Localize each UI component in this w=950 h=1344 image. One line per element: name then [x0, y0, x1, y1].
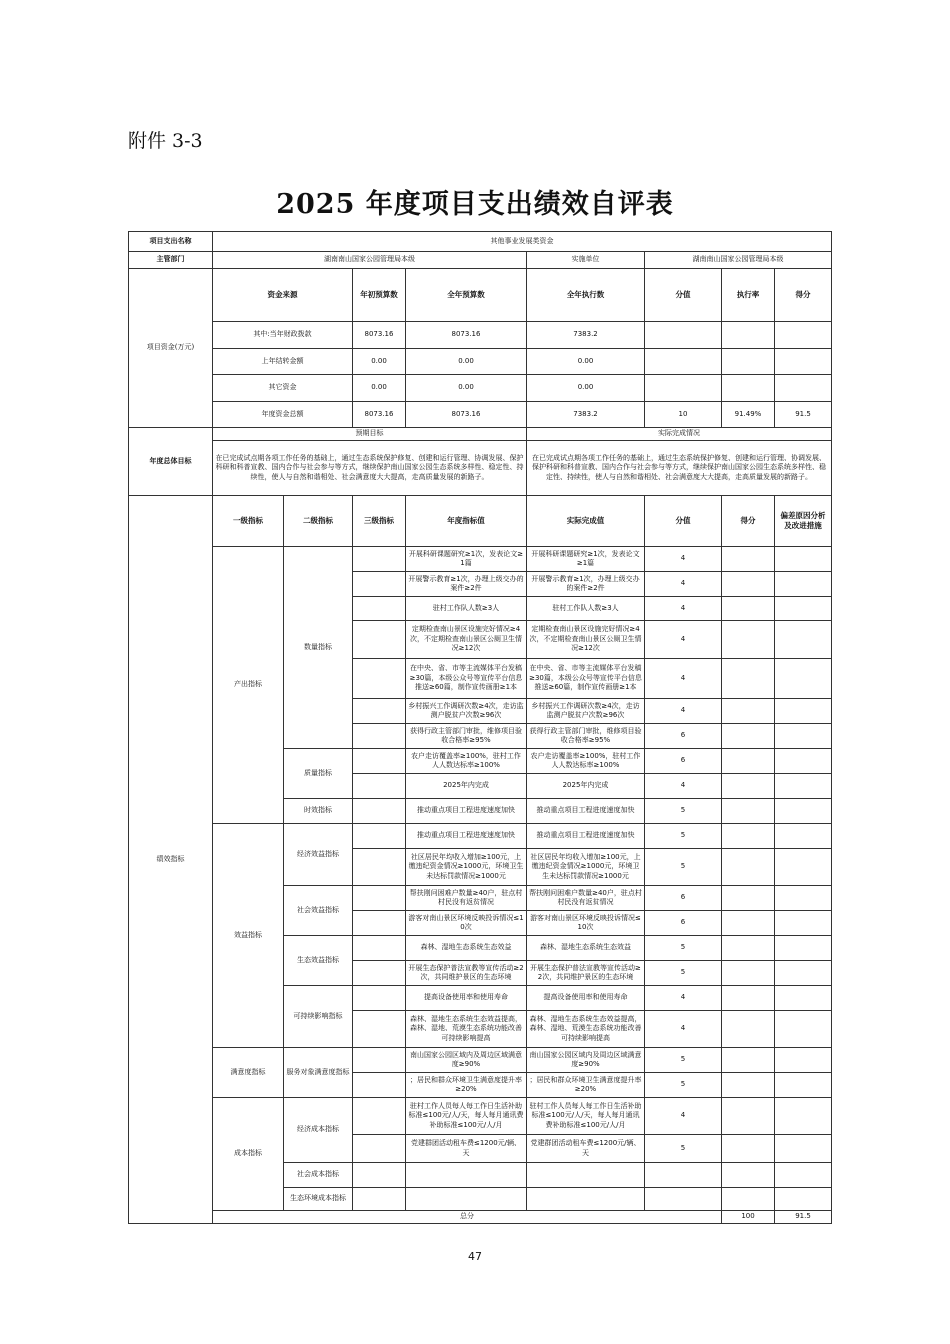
level2-eco-benefit: 生态效益指标 — [284, 936, 353, 986]
fund-executed: 7383.2 — [527, 322, 645, 349]
target-value: 在中央、省、市等主流媒体平台发稿≥30篇，本级公众号等宣传平台信息推送≥60篇，制作宣传画册≥1本 — [406, 659, 527, 699]
actual-value: 开展生态保护普法宣教等宣传活动≥2次，共同维护景区的生态环境 — [527, 961, 645, 986]
actual-value: 乡村振兴工作调研次数≥4次，走访监测户脱贫户次数≥96次 — [527, 699, 645, 724]
actual-value: 在中央、省、市等主流媒体平台发稿≥30篇，本级公众号等宣传平台信息推送≥60篇，制作宣传画册≥1本 — [527, 659, 645, 699]
score-value: 4 — [645, 699, 722, 724]
score-value: 4 — [645, 1011, 722, 1048]
actual-value: 驻村工作队人数≥3人 — [527, 597, 645, 621]
perf-header-level3: 三级指标 — [353, 496, 406, 547]
level2-timeliness: 时效指标 — [284, 799, 353, 824]
funds-row — [129, 375, 832, 402]
dept-value: 湖南南山国家公园管理局本级 — [213, 252, 527, 269]
score-value: 5 — [645, 849, 722, 886]
deviation-cell — [775, 1188, 832, 1211]
goal-expected-text: 在已完成试点期各项工作任务的基础上，通过生态系统保护修复、创建和运行管理、协调发展、保护科研和科普宣教、国内合作与社会参与等方式，继续保护南山国家公园生态系统多样性、稳定性、持续性，使人与自然和谐相处、社会满意度大大提高，走高质量发展的新路子。 — [213, 441, 527, 496]
deviation-cell — [775, 1048, 832, 1073]
score-cell — [722, 886, 775, 911]
funds-row — [129, 402, 832, 428]
actual-value: 社区居民年均收入增加≥100元，上缴违纪资金情况≥1000元，环境卫生未达标罚款情况≥1000元 — [527, 849, 645, 886]
level1-benefit: 效益指标 — [213, 824, 284, 1048]
score-value: 4 — [645, 986, 722, 1011]
level2-economic-benefit: 经济效益指标 — [284, 824, 353, 886]
score-cell — [722, 659, 775, 699]
goal-label: 年度总体目标 — [129, 428, 213, 496]
deviation-cell — [775, 621, 832, 659]
perf-row — [129, 824, 832, 849]
level3-cell — [353, 547, 406, 572]
perf-label: 绩效指标 — [129, 496, 213, 1224]
actual-value: 游客对南山景区环境反映投诉情况≤10次 — [527, 911, 645, 936]
level3-cell — [353, 1073, 406, 1098]
funds-row — [129, 349, 832, 375]
fund-annual: 8073.16 — [406, 402, 527, 428]
level3-cell — [353, 749, 406, 774]
page-number: 47 — [468, 1250, 482, 1263]
actual-cell — [527, 1163, 645, 1188]
funds-header-score-value: 分值 — [645, 269, 722, 322]
actual-value: 驻村工作人员每人每工作日生活补助标准≤100元/人/天，每人每月通讯费补助标准≤100元/人/月 — [527, 1098, 645, 1135]
funds-header-initial: 年初预算数 — [353, 269, 406, 322]
impl-label: 实施单位 — [527, 252, 645, 269]
deviation-cell — [775, 774, 832, 799]
score-cell — [722, 1163, 775, 1188]
deviation-cell — [775, 824, 832, 849]
actual-value: 农户走访覆盖率≥100%，驻村工作人人数达标率≥100% — [527, 749, 645, 774]
score-value: 5 — [645, 961, 722, 986]
fund-executed: 0.00 — [527, 375, 645, 402]
target-value: ；居民和群众环境卫生满意度提升率≥20% — [406, 1073, 527, 1098]
actual-value: 开展科研课题研究≥1次，发表论文≥1篇 — [527, 547, 645, 572]
actual-value: 2025年内完成 — [527, 774, 645, 799]
level3-cell — [353, 572, 406, 597]
deviation-cell — [775, 724, 832, 749]
fund-initial: 0.00 — [353, 375, 406, 402]
actual-value: 推动重点项目工程进度速度加快 — [527, 824, 645, 849]
deviation-cell — [775, 572, 832, 597]
score-cell — [722, 547, 775, 572]
score-cell — [722, 597, 775, 621]
score-cell — [722, 911, 775, 936]
level3-cell — [353, 659, 406, 699]
actual-value: 党建群团活动租车费≤1200元/辆、天 — [527, 1135, 645, 1163]
score-value: 5 — [645, 1135, 722, 1163]
goal-actual-text: 在已完成试点期各项工作任务的基础上，通过生态系统保护修复、创建和运行管理、协调发展、保护科研和科普宣教、国内合作与社会参与等方式，继续保护南山国家公园生态系统多样性、稳定性、持续性，使人与自然和谐相处、社会满意度大大提高，走高质量发展的新路子。 — [527, 441, 832, 496]
target-value: 党建群团活动租车费≤1200元/辆、天 — [406, 1135, 527, 1163]
level3-cell — [353, 986, 406, 1011]
target-value: 驻村工作队人数≥3人 — [406, 597, 527, 621]
actual-value: 推动重点项目工程进度速度加快 — [527, 799, 645, 824]
level3-cell — [353, 699, 406, 724]
deviation-cell — [775, 961, 832, 986]
level3-cell — [353, 1188, 406, 1211]
level3-cell — [353, 1163, 406, 1188]
score-value: 6 — [645, 886, 722, 911]
fund-score-value: 10 — [645, 402, 722, 428]
funds-header-score: 得分 — [775, 269, 832, 322]
fund-rate — [722, 349, 775, 375]
target-value: 驻村工作人员每人每工作日生活补助标准≤100元/人/天，每人每月通讯费补助标准≤100元/人/月 — [406, 1098, 527, 1135]
level2-sustainable: 可持续影响指标 — [284, 986, 353, 1048]
score-value-cell — [645, 1188, 722, 1211]
deviation-cell — [775, 597, 832, 621]
perf-header-deviation: 偏差原因分析及改进措施 — [775, 496, 832, 547]
target-value: 森林、湿地生态系统生态效益 — [406, 936, 527, 961]
perf-header-score-value: 分值 — [645, 496, 722, 547]
target-value: 开展生态保护普法宣教等宣传活动≥2次，共同维护景区的生态环境 — [406, 961, 527, 986]
level3-cell — [353, 1098, 406, 1135]
score-value: 6 — [645, 724, 722, 749]
deviation-cell — [775, 547, 832, 572]
score-cell — [722, 1135, 775, 1163]
score-cell — [722, 986, 775, 1011]
target-cell — [406, 1188, 527, 1211]
deviation-cell — [775, 886, 832, 911]
total-score-value: 100 — [722, 1211, 775, 1224]
fund-score — [775, 349, 832, 375]
target-value: 社区居民年均收入增加≥100元，上缴违纪资金情况≥1000元，环境卫生未达标罚款情况≥1000元 — [406, 849, 527, 886]
level2-social-benefit: 社会效益指标 — [284, 886, 353, 936]
page-title: 2025 年度项目支出绩效自评表 — [276, 189, 674, 220]
fund-score-value — [645, 322, 722, 349]
level2-social-cost: 社会成本指标 — [284, 1163, 353, 1188]
score-cell — [722, 936, 775, 961]
fund-initial: 8073.16 — [353, 402, 406, 428]
score-cell — [722, 961, 775, 986]
deviation-cell — [775, 849, 832, 886]
fund-rate — [722, 322, 775, 349]
perf-row — [129, 1098, 832, 1135]
actual-value: 森林、湿地生态系统生态效益 — [527, 936, 645, 961]
score-cell — [722, 774, 775, 799]
deviation-cell — [775, 1098, 832, 1135]
deviation-cell — [775, 659, 832, 699]
level3-cell — [353, 1048, 406, 1073]
score-value: 4 — [645, 572, 722, 597]
level3-cell — [353, 1135, 406, 1163]
score-cell — [722, 1073, 775, 1098]
score-value: 5 — [645, 1048, 722, 1073]
actual-value: 定期检查南山景区设施完好情况≥4次，不定期检查南山景区公厕卫生情况≥12次 — [527, 621, 645, 659]
target-value: 南山国家公园区域内及周边区域满意度≥90% — [406, 1048, 527, 1073]
level3-cell — [353, 824, 406, 849]
score-value: 5 — [645, 824, 722, 849]
score-cell — [722, 724, 775, 749]
deviation-cell — [775, 1011, 832, 1048]
target-cell — [406, 1163, 527, 1188]
fund-score-value — [645, 349, 722, 375]
actual-value: 森林、湿地生态系统生态效益提高，森林、湿地、荒漠生态系统功能改善可持续影响提高 — [527, 1011, 645, 1048]
target-value: 乡村振兴工作调研次数≥4次，走访监测户脱贫户次数≥96次 — [406, 699, 527, 724]
goal-expected-label: 预期目标 — [213, 428, 527, 441]
target-value: 开展警示教育≥1次，办理上级交办的案件≥2件 — [406, 572, 527, 597]
score-value: 5 — [645, 799, 722, 824]
actual-value: 提高设备使用率和使用寿命 — [527, 986, 645, 1011]
target-value: 开展科研课题研究≥1次，发表论文≥1篇 — [406, 547, 527, 572]
score-cell — [722, 621, 775, 659]
deviation-cell — [775, 911, 832, 936]
attachment-label: 附件 3-3 — [128, 130, 203, 152]
level3-cell — [353, 849, 406, 886]
actual-value: 获得行政主管部门审批，维修项目验收合格率≥95% — [527, 724, 645, 749]
level2-quality: 质量指标 — [284, 749, 353, 799]
score-cell — [722, 799, 775, 824]
score-cell — [722, 1098, 775, 1135]
fund-source: 其中:当年财政拨款 — [213, 322, 353, 349]
level1-satisfaction: 满意度指标 — [213, 1048, 284, 1098]
score-cell — [722, 749, 775, 774]
deviation-cell — [775, 749, 832, 774]
score-cell — [722, 824, 775, 849]
actual-cell — [527, 1188, 645, 1211]
score-value: 6 — [645, 911, 722, 936]
funds-header-source: 资金来源 — [213, 269, 353, 322]
score-value: 4 — [645, 1098, 722, 1135]
level3-cell — [353, 1011, 406, 1048]
funds-header-annual: 全年预算数 — [406, 269, 527, 322]
target-value: 推动重点项目工程进度速度加快 — [406, 824, 527, 849]
score-value: 4 — [645, 547, 722, 572]
target-value: 农户走访覆盖率≥100%，驻村工作人人数达标率≥100% — [406, 749, 527, 774]
score-cell — [722, 849, 775, 886]
fund-score-value — [645, 375, 722, 402]
fund-executed: 7383.2 — [527, 402, 645, 428]
actual-value: 帮扶刚问困难户数量≥40户，驻点村村民没有返贫情况 — [527, 886, 645, 911]
level2-service-satisfaction: 服务对象满意度指标 — [284, 1048, 353, 1098]
perf-row — [129, 1048, 832, 1073]
score-value: 5 — [645, 936, 722, 961]
target-value: 提高设备使用率和使用寿命 — [406, 986, 527, 1011]
score-cell — [722, 699, 775, 724]
target-value: 森林、湿地生态系统生态效益提高，森林、湿地、荒漠生态系统功能改善可持续影响提高 — [406, 1011, 527, 1048]
level3-cell — [353, 774, 406, 799]
level3-cell — [353, 936, 406, 961]
level3-cell — [353, 886, 406, 911]
deviation-cell — [775, 1073, 832, 1098]
funds-header-rate: 执行率 — [722, 269, 775, 322]
level1-output: 产出指标 — [213, 547, 284, 824]
score-value: 4 — [645, 774, 722, 799]
fund-annual: 0.00 — [406, 375, 527, 402]
performance-table — [128, 231, 832, 1224]
target-value: 游客对南山景区环境反映投诉情况≤10次 — [406, 911, 527, 936]
fund-rate — [722, 375, 775, 402]
target-value: 帮扶刚问困难户数量≥40户，驻点村村民没有返贫情况 — [406, 886, 527, 911]
actual-value: 开展警示教育≥1次，办理上级交办的案件≥2件 — [527, 572, 645, 597]
score-value-cell — [645, 1163, 722, 1188]
total-score: 91.5 — [775, 1211, 832, 1224]
level3-cell — [353, 799, 406, 824]
score-value: 6 — [645, 749, 722, 774]
fund-source: 其它资金 — [213, 375, 353, 402]
score-cell — [722, 572, 775, 597]
fund-score — [775, 375, 832, 402]
funds-header-executed: 全年执行数 — [527, 269, 645, 322]
level2-quantity: 数量指标 — [284, 547, 353, 749]
fund-executed: 0.00 — [527, 349, 645, 375]
fund-source: 年度资金总额 — [213, 402, 353, 428]
project-name-label: 项目支出名称 — [129, 232, 213, 252]
fund-initial: 8073.16 — [353, 322, 406, 349]
deviation-cell — [775, 1135, 832, 1163]
score-value: 4 — [645, 597, 722, 621]
perf-header-level1: 一级指标 — [213, 496, 284, 547]
deviation-cell — [775, 799, 832, 824]
actual-value: ；居民和群众环境卫生满意度提升率≥20% — [527, 1073, 645, 1098]
goal-actual-label: 实际完成情况 — [527, 428, 832, 441]
fund-annual: 0.00 — [406, 349, 527, 375]
funds-section-label: 项目资金(万元) — [129, 269, 213, 428]
perf-header-actual: 实际完成值 — [527, 496, 645, 547]
perf-header-score: 得分 — [722, 496, 775, 547]
total-label: 总分 — [213, 1211, 722, 1224]
score-cell — [722, 1048, 775, 1073]
target-value: 2025年内完成 — [406, 774, 527, 799]
target-value: 获得行政主管部门审批，维修项目验收合格率≥95% — [406, 724, 527, 749]
level3-cell — [353, 724, 406, 749]
perf-row — [129, 547, 832, 572]
target-value: 推动重点项目工程进度速度加快 — [406, 799, 527, 824]
deviation-cell — [775, 936, 832, 961]
level3-cell — [353, 961, 406, 986]
dept-label: 主管部门 — [129, 252, 213, 269]
level2-economic-cost: 经济成本指标 — [284, 1098, 353, 1163]
impl-value: 湖南南山国家公园管理局本级 — [645, 252, 832, 269]
perf-header-target: 年度指标值 — [406, 496, 527, 547]
score-value: 5 — [645, 1073, 722, 1098]
score-value: 4 — [645, 621, 722, 659]
level1-cost: 成本指标 — [213, 1098, 284, 1211]
target-value: 定期检查南山景区设施完好情况≥4次，不定期检查南山景区公厕卫生情况≥12次 — [406, 621, 527, 659]
level3-cell — [353, 911, 406, 936]
score-cell — [722, 1011, 775, 1048]
actual-value: 南山国家公园区域内及周边区域满意度≥90% — [527, 1048, 645, 1073]
level2-eco-cost: 生态环境成本指标 — [284, 1188, 353, 1211]
level3-cell — [353, 621, 406, 659]
score-value: 4 — [645, 659, 722, 699]
fund-initial: 0.00 — [353, 349, 406, 375]
deviation-cell — [775, 1163, 832, 1188]
deviation-cell — [775, 699, 832, 724]
project-name: 其他事业发展类资金 — [213, 232, 832, 252]
score-cell — [722, 1188, 775, 1211]
fund-source: 上年结转金额 — [213, 349, 353, 375]
fund-rate: 91.49% — [722, 402, 775, 428]
level3-cell — [353, 597, 406, 621]
fund-score — [775, 322, 832, 349]
fund-annual: 8073.16 — [406, 322, 527, 349]
funds-row — [129, 322, 832, 349]
deviation-cell — [775, 986, 832, 1011]
fund-score: 91.5 — [775, 402, 832, 428]
perf-header-level2: 二级指标 — [284, 496, 353, 547]
